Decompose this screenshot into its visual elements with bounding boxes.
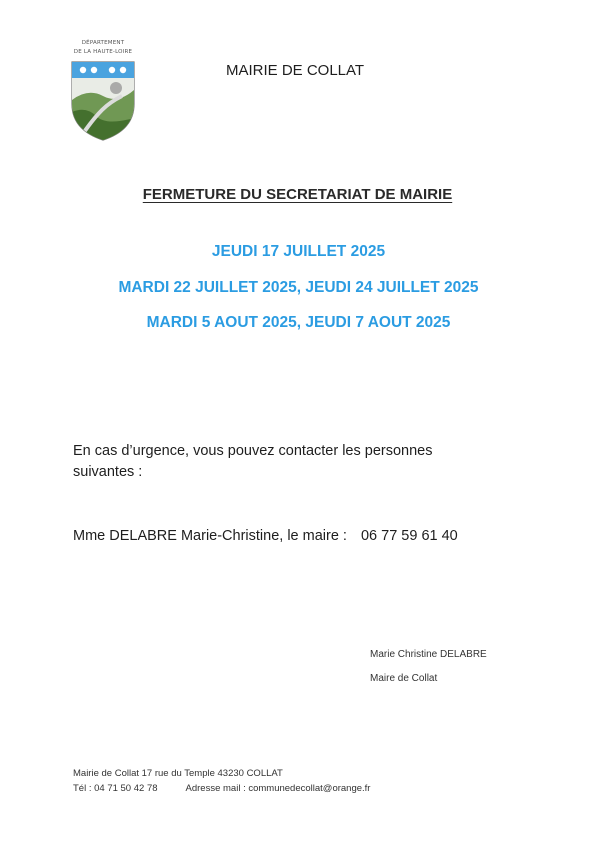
closure-title-text: FERMETURE DU SECRETARIAT DE MAIRIE — [142, 186, 453, 203]
signature-name: Marie Christine DELABRE — [370, 649, 487, 660]
contact-label: Mme DELABRE Marie-Christine, le maire : — [73, 528, 347, 544]
closure-date-1: JEUDI 17 JUILLET 2025 — [211, 243, 386, 260]
closure-date-3: MARDI 5 AOUT 2025, JEUDI 7 AOUT 2025 — [146, 314, 451, 331]
logo-line-1: DÉPARTEMENT — [81, 40, 125, 46]
footer-contact — [73, 783, 370, 794]
footer-address: Mairie de Collat 17 rue du Temple 43230 COLLAT — [73, 768, 283, 779]
closure-date-2: MARDI 22 JUILLET 2025, JEUDI 24 JUILLET 2025 — [118, 279, 479, 296]
mairie-title: MAIRIE DE COLLAT — [226, 62, 365, 79]
logo-line-2: DE LA HAUTE-LOIRE — [73, 49, 133, 55]
shield-icon — [66, 60, 140, 142]
closure-title — [0, 186, 595, 203]
department-logo — [66, 40, 140, 138]
footer-tel: Tél : 04 71 50 42 78 — [73, 783, 158, 794]
contact-phone: 06 77 59 61 40 — [360, 528, 458, 544]
emergency-text: En cas d’urgence, vous pouvez contacter les personnes suivantes : — [73, 443, 433, 480]
footer-mail: Adresse mail : communedecollat@orange.fr — [185, 783, 371, 794]
signature-role: Maire de Collat — [370, 673, 438, 684]
contact-line — [73, 528, 458, 544]
